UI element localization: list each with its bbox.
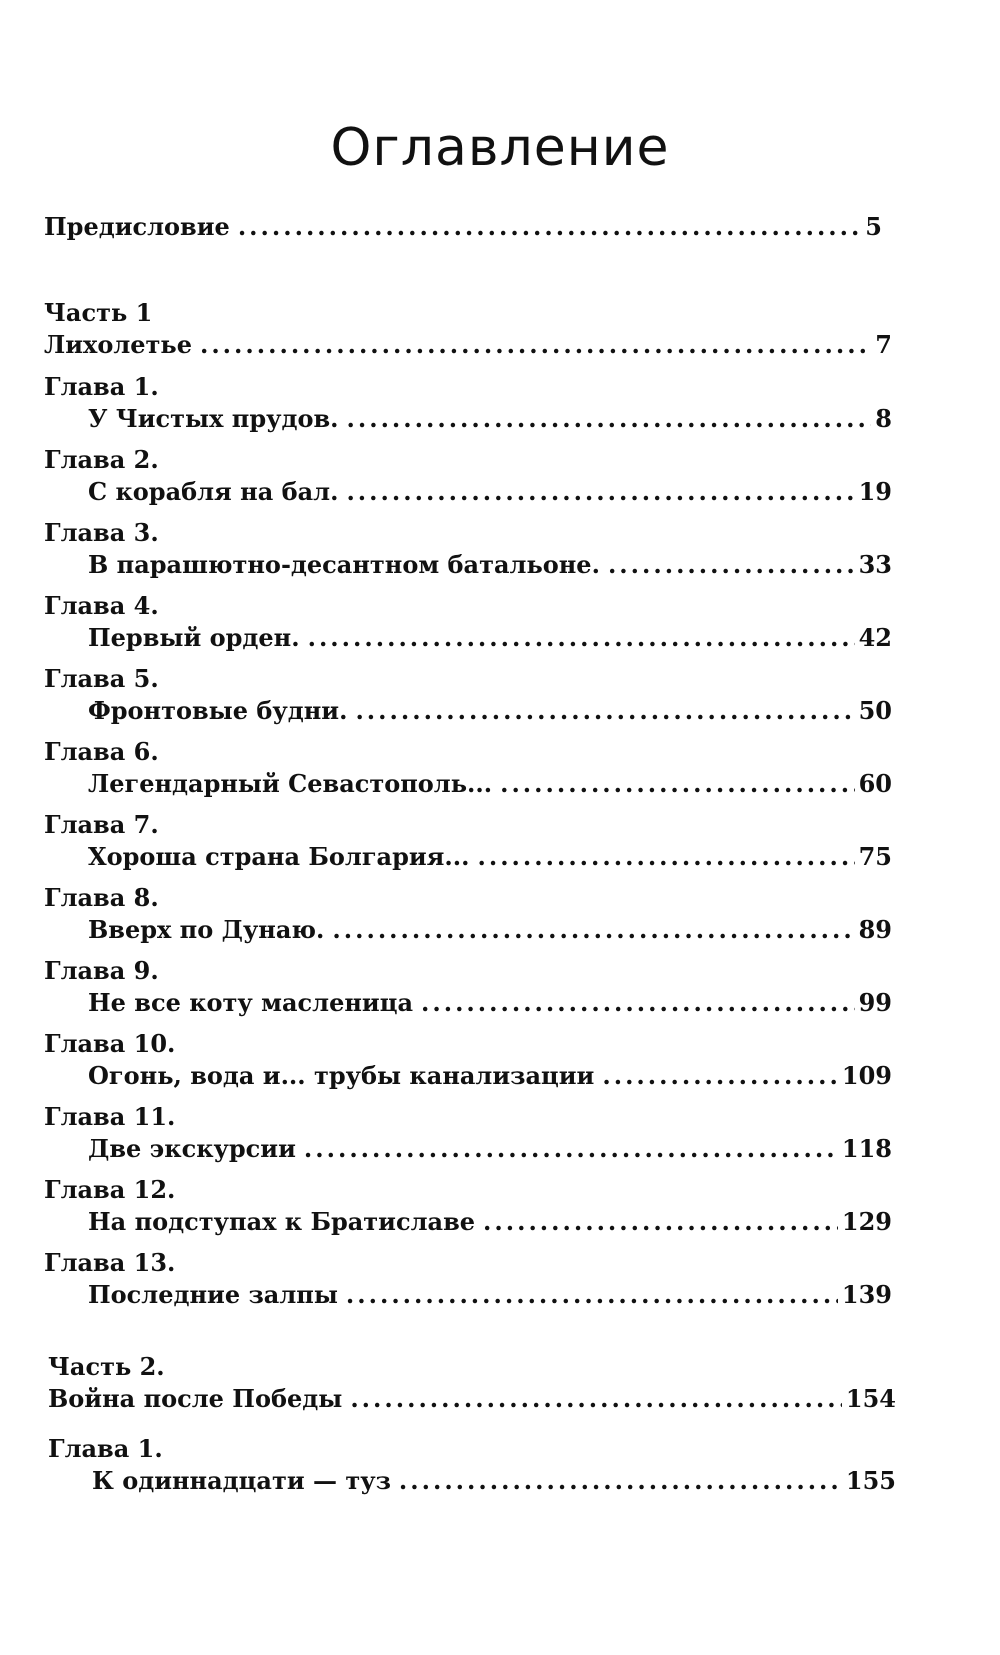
toc-entry-chapter[interactable] xyxy=(88,623,892,652)
toc-entry-label: К одиннадцати — туз xyxy=(92,1466,391,1495)
leader-dots xyxy=(308,623,855,652)
leader-dots xyxy=(346,1280,838,1309)
leader-dots xyxy=(421,988,855,1017)
toc-entry-chapter[interactable] xyxy=(88,769,892,798)
chapter-number: Глава 13. xyxy=(44,1248,176,1277)
toc-entry-page: 109 xyxy=(841,1061,892,1090)
chapter-number: Глава 10. xyxy=(44,1029,176,1058)
toc-entry-chapter[interactable] xyxy=(88,477,892,506)
toc-entry-page: 154 xyxy=(845,1384,896,1413)
chapter-number: Глава 8. xyxy=(44,883,159,912)
toc-entry-chapter[interactable] xyxy=(88,988,892,1017)
toc-entry-part1[interactable] xyxy=(44,330,892,359)
leader-dots xyxy=(602,1061,838,1090)
leader-dots xyxy=(200,330,871,359)
toc-entry-label: Вверх по Дунаю. xyxy=(88,915,325,944)
chapter-number: Глава 9. xyxy=(44,956,159,985)
toc-entry-page: 60 xyxy=(858,769,892,798)
toc-entry-chapter[interactable] xyxy=(88,915,892,944)
toc-entry-page: 139 xyxy=(841,1280,892,1309)
part-heading: Часть 2. xyxy=(48,1352,165,1381)
chapter-number: Глава 4. xyxy=(44,591,159,620)
toc-entry-label: Не все коту масленица xyxy=(88,988,413,1017)
chapter-number: Глава 2. xyxy=(44,445,159,474)
toc-entry-page: 89 xyxy=(858,915,892,944)
toc-entry-label: Фронтовые будни. xyxy=(88,696,348,725)
toc-entry-page: 118 xyxy=(841,1134,892,1163)
toc-entry-chapter[interactable] xyxy=(88,550,892,579)
leader-dots xyxy=(399,1466,842,1495)
toc-entry-page: 5 xyxy=(865,212,882,241)
leader-dots xyxy=(608,550,855,579)
toc-entry-label: Хороша страна Болгария... xyxy=(88,842,470,871)
toc-entry-label: У Чистых прудов. xyxy=(88,404,339,433)
toc-entry-label: Легендарный Севастополь... xyxy=(88,769,493,798)
leader-dots xyxy=(304,1134,838,1163)
leader-dots xyxy=(483,1207,838,1236)
chapter-number: Глава 1. xyxy=(44,372,159,401)
chapter-number: Глава 1. xyxy=(48,1434,163,1463)
toc-entry-label: Две экскурсии xyxy=(88,1134,296,1163)
toc-entry-chapter[interactable] xyxy=(92,1466,896,1495)
toc-entry-page: 19 xyxy=(858,477,892,506)
chapter-number: Глава 12. xyxy=(44,1175,176,1204)
leader-dots xyxy=(332,915,854,944)
toc-entry-label: Предисловие xyxy=(44,212,230,241)
toc-entry-page: 8 xyxy=(875,404,892,433)
toc-entry-label: В парашютно-десантном батальоне. xyxy=(88,550,600,579)
toc-entry-chapter[interactable] xyxy=(88,1134,892,1163)
toc-entry-page: 33 xyxy=(858,550,892,579)
toc-entry-page: 7 xyxy=(875,330,892,359)
toc-entry-label: Первый орден. xyxy=(88,623,300,652)
leader-dots xyxy=(477,842,854,871)
toc-entry-preface[interactable] xyxy=(44,212,882,241)
toc-entry-label: Война после Победы xyxy=(48,1384,343,1413)
toc-entry-page: 75 xyxy=(858,842,892,871)
part-heading: Часть 1 xyxy=(44,298,153,327)
page-title: Оглавление xyxy=(330,118,670,178)
leader-dots xyxy=(350,1384,842,1413)
toc-entry-page: 129 xyxy=(841,1207,892,1236)
toc-entry-chapter[interactable] xyxy=(88,1061,892,1090)
toc-entry-label: Огонь, вода и... трубы канализации xyxy=(88,1061,595,1090)
chapter-number: Глава 5. xyxy=(44,664,159,693)
chapter-number: Глава 11. xyxy=(44,1102,176,1131)
toc-entry-chapter[interactable] xyxy=(88,1280,892,1309)
leader-dots xyxy=(238,212,861,241)
toc-entry-page: 50 xyxy=(858,696,892,725)
chapter-number: Глава 6. xyxy=(44,737,159,766)
leader-dots xyxy=(347,404,872,433)
toc-entry-label: Последние залпы xyxy=(88,1280,338,1309)
toc-entry-page: 155 xyxy=(845,1466,896,1495)
chapter-number: Глава 7. xyxy=(44,810,159,839)
leader-dots xyxy=(500,769,855,798)
toc-entry-chapter[interactable] xyxy=(88,1207,892,1236)
leader-dots xyxy=(355,696,854,725)
toc-entry-chapter[interactable] xyxy=(88,842,892,871)
toc-entry-page: 99 xyxy=(858,988,892,1017)
toc-entry-chapter[interactable] xyxy=(88,404,892,433)
toc-entry-label: На подступах к Братиславе xyxy=(88,1207,476,1236)
toc-entry-label: Лихолетье xyxy=(44,330,192,359)
toc-entry-label: С корабля на бал. xyxy=(88,477,339,506)
leader-dots xyxy=(346,477,854,506)
toc-entry-chapter[interactable] xyxy=(88,696,892,725)
chapter-number: Глава 3. xyxy=(44,518,159,547)
toc-entry-page: 42 xyxy=(858,623,892,652)
toc-entry-part2[interactable] xyxy=(48,1384,896,1413)
